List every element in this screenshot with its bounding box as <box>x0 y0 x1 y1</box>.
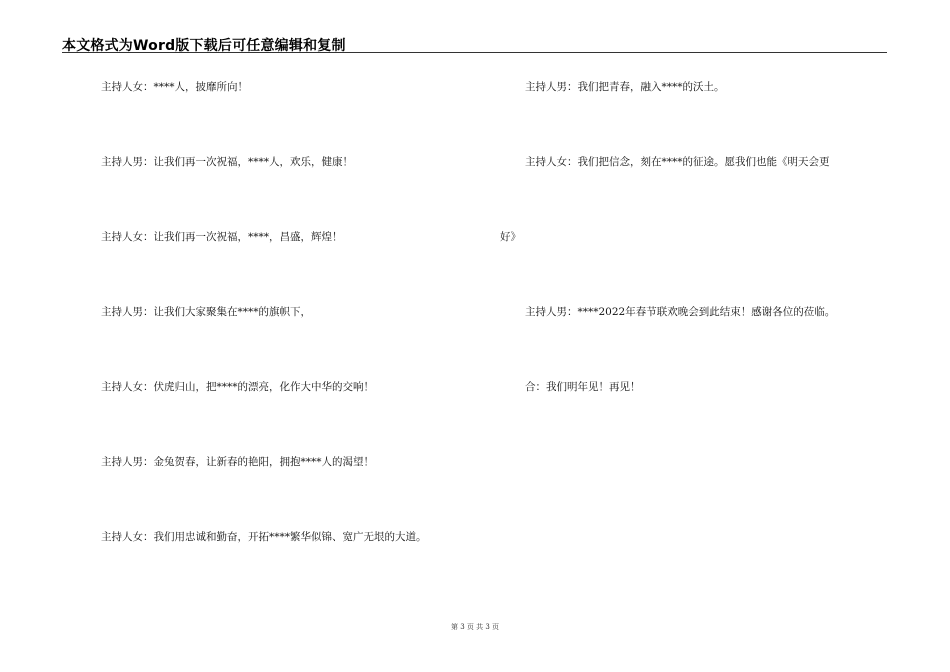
script-line-continuation: 好》 <box>500 231 521 243</box>
page-number-footer: 第 3 页 共 3 页 <box>450 623 500 631</box>
script-line: 主持人男：让我们再一次祝福，****人，欢乐，健康！ <box>101 156 353 168</box>
script-line: 主持人男：金兔贺春，让新春的艳阳，拥抱****人的渴望！ <box>101 456 374 468</box>
script-line: 主持人男：让我们大家聚集在****的旗帜下， <box>101 306 311 318</box>
script-line: 主持人女：伏虎归山，把****的漂亮，化作大中华的交响！ <box>101 381 374 393</box>
script-line: 合：我们明年见！再见！ <box>525 381 641 393</box>
script-line: 主持人女：我们用忠诚和勤奋，开拓****繁华似锦、宽广无垠的大道。 <box>101 531 427 543</box>
document-header-title: 本文格式为Word版下载后可任意编辑和复制 <box>62 38 346 54</box>
script-line: 主持人女：我们把信念，刻在****的征途。愿我们也能《明天会更 <box>525 156 830 168</box>
header-divider <box>62 52 887 53</box>
script-line: 主持人男：我们把青春，融入****的沃土。 <box>525 81 725 93</box>
script-line: 主持人男：****2022年春节联欢晚会到此结束！感谢各位的莅临。 <box>525 306 836 318</box>
script-line: 主持人女：让我们再一次祝福，****，昌盛，辉煌！ <box>101 231 343 243</box>
script-line: 主持人女：****人，披靡所向！ <box>101 81 248 93</box>
